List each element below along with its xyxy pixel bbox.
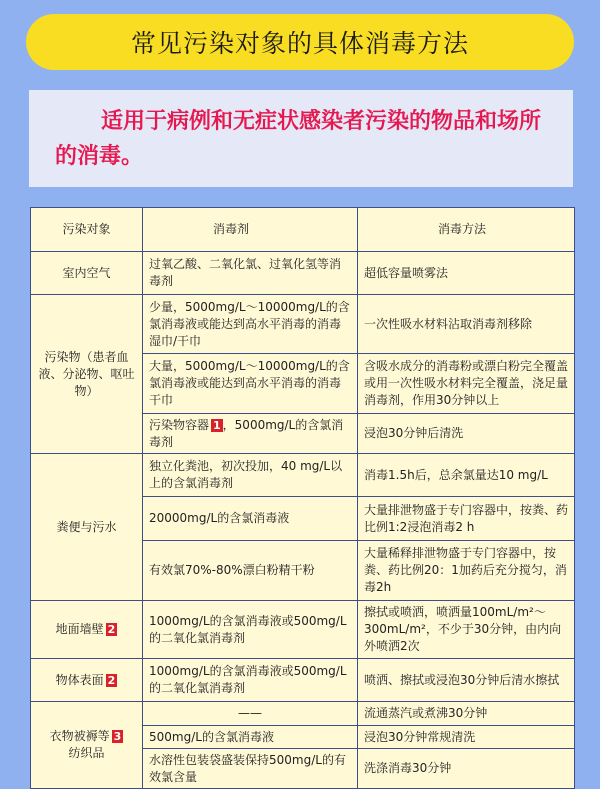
object-cell: [31, 702, 143, 789]
header-object: 污染对象: [31, 208, 143, 252]
method-cell: 消毒1.5h后，总余氯量达10 mg/L: [358, 454, 575, 497]
method-cell: 一次性吸水材料沾取消毒剂移除: [358, 295, 575, 354]
object-cell: [31, 601, 143, 659]
table-row: [31, 295, 575, 354]
method-cell: 超低容量喷雾法: [358, 252, 575, 295]
agent-cell: 过氧乙酸、二氧化氯、过氧化氢等消毒剂: [143, 252, 358, 295]
agent-cell: 少量，5000mg/L～10000mg/L的含氯消毒液或能达到高水平消毒的消毒湿巾/干巾: [143, 295, 358, 354]
method-cell: 喷洒、擦拭或浸泡30分钟后清水擦拭: [358, 659, 575, 702]
agent-cell: [143, 414, 358, 454]
footnote-badge: 1: [213, 418, 221, 432]
object-text: 衣物被褥等: [49, 729, 110, 743]
object-text: 纺织品: [68, 746, 105, 760]
method-cell: 洗涤消毒30分钟: [358, 749, 575, 789]
object-cell: [31, 659, 143, 702]
method-cell: 流通蒸汽或煮沸30分钟: [358, 702, 575, 726]
footnote-badge: 3: [113, 730, 122, 743]
agent-cell: 1000mg/L的含氯消毒液或500mg/L的二氧化氯消毒剂: [143, 601, 358, 659]
header-method: 消毒方法: [358, 208, 575, 252]
table-row: [31, 454, 575, 497]
table-row: [31, 659, 575, 702]
footnote-badge: 2: [107, 623, 116, 636]
footnote-badge: 2: [107, 673, 116, 687]
header-row: [31, 208, 575, 252]
method-cell: 大量排泄物盛于专门容器中，按粪、药比例1:2浸泡消毒2 h: [358, 497, 575, 541]
page-title: 常见污染对象的具体消毒方法: [26, 14, 574, 70]
method-cell: 大量稀释排泄物盛于专门容器中，按粪、药比例20：1加药后充分搅匀，消毒2h: [358, 541, 575, 601]
header-agent: 消毒剂: [143, 208, 358, 252]
table-row: [31, 702, 575, 726]
agent-cell: 独立化粪池，初次投加，40 mg/L以上的含氯消毒剂: [143, 454, 358, 497]
agent-cell: 水溶性包装袋盛装保持500mg/L的有效氯含量: [143, 749, 358, 789]
method-cell: 含吸水成分的消毒粉或漂白粉完全覆盖或用一次性吸水材料完全覆盖，浇足量消毒剂，作用30分钟以上: [358, 354, 575, 414]
agent-cell: 20000mg/L的含氯消毒液: [143, 497, 358, 541]
method-cell: 浸泡30分钟后清洗: [358, 414, 575, 454]
intro-text: 适用于病例和无症状感染者污染的物品和场所的消毒。: [29, 90, 573, 187]
object-text: 物体表面: [55, 672, 104, 687]
agent-cell: 500mg/L的含氯消毒液: [143, 726, 358, 749]
table-row: [31, 252, 575, 295]
method-cell: 擦拭或喷洒，喷洒量100mL/m²～300mL/m²，不少于30分钟，由内向外喷洒2次: [358, 601, 575, 659]
agent-cell: ——: [143, 702, 358, 726]
object-text: 地面墙壁: [55, 622, 104, 636]
agent-text: ，5000mg/L的含氯消毒剂: [149, 417, 344, 449]
agent-text: 污染物容器: [149, 417, 210, 432]
object-cell: 室内空气: [31, 252, 143, 295]
table-row: [31, 601, 575, 659]
agent-cell: 有效氯70%-80%漂白粉精干粉: [143, 541, 358, 601]
agent-cell: 大量，5000mg/L～10000mg/L的含氯消毒液或能达到高水平消毒的消毒干巾: [143, 354, 358, 414]
method-cell: 浸泡30分钟常规清洗: [358, 726, 575, 749]
object-cell: 污染物（患者血液、分泌物、呕吐物）: [31, 295, 143, 454]
disinfection-table: [30, 207, 575, 789]
object-cell: 粪便与污水: [31, 454, 143, 601]
agent-cell: 1000mg/L的含氯消毒液或500mg/L的二氧化氯消毒剂: [143, 659, 358, 702]
